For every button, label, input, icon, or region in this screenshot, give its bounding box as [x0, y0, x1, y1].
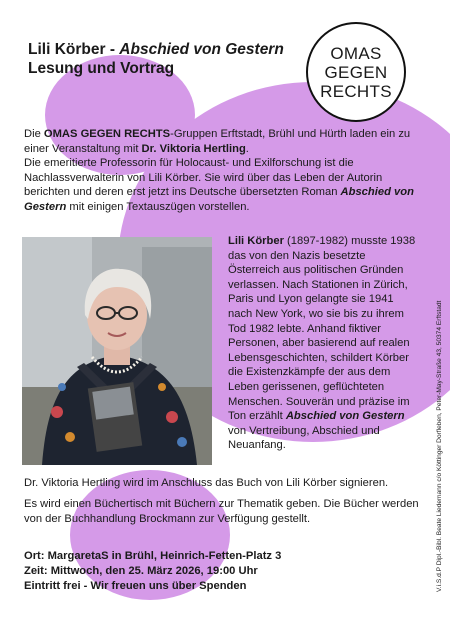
signing-note: Dr. Viktoria Hertling wird im Anschluss das Buch von Lili Körber signieren. [24, 477, 389, 489]
omas-gegen-rechts-logo: OMAS GEGEN RECHTS [306, 22, 406, 122]
event-admission: Eintritt frei - Wir freuen uns über Spenden [24, 580, 247, 592]
event-details [24, 549, 281, 594]
speaker-photo [22, 237, 212, 465]
event-location: Ort: MargaretaS in Brühl, Heinrich-Fetten-Platz 3 [24, 550, 282, 562]
intro-text [24, 127, 428, 214]
intro-paragraph-1: Die OMAS GEGEN RECHTS-Gruppen Erftstadt, Brühl und Hürth laden ein zu einer Veranstaltung mit Dr. Viktoria Hertling. [24, 128, 411, 155]
title-line-2: Lesung und Vortrag [28, 60, 175, 77]
book-table-note: Es wird einen Büchertisch mit Büchern zur Thematik geben. Die Bücher werden von der Buchhandlung Brockmann zur Verfügung gestellt. [24, 498, 419, 525]
page-title [28, 40, 284, 78]
speaker-photo-illustration [22, 237, 212, 465]
event-time: Zeit: Mittwoch, den 25. März 2026, 19:00 Uhr [24, 565, 258, 577]
imprint-text: V.i.S.d.P Dipl.-Bibl. Beate Liedemann c/o Köttinger Dorfleben, Peter-May-Straße 43, 50374 Erftstadt [436, 300, 443, 592]
author-biography: Lili Körber (1897-1982) musste 1938 das von den Nazis besetzte Österreich aus politischen Gründen verlassen. Nach Stationen in Zürich, Paris und Lyon gelangte sie 1941 nach New York, wo sie bis zu ihrem Tod 1982 lebte. Anhand fiktiver Personen, aber basierend auf realen Lebensgeschichten, schildert Körber die Existenzkämpfe der aus dem Leben gerissenen, geflüchteten Menschen. Souverän und präzise im Ton erzählt Abschied von Gestern von Vertreibung, Abschied und Neuanfang. [228, 235, 416, 452]
intro-paragraph-2: Die emeritierte Professorin für Holocaust- und Exilforschung ist die Nachlassverwalterin von Lili Körber. Sie wird über das Leben der Autorin berichten und deren erst jetzt ins Deutsche übersetzten Roman Abschied von Gestern mit einigen Textauszügen vorstellen. [24, 157, 414, 213]
title-line-1: Lili Körber - Abschied von Gestern [28, 41, 284, 58]
